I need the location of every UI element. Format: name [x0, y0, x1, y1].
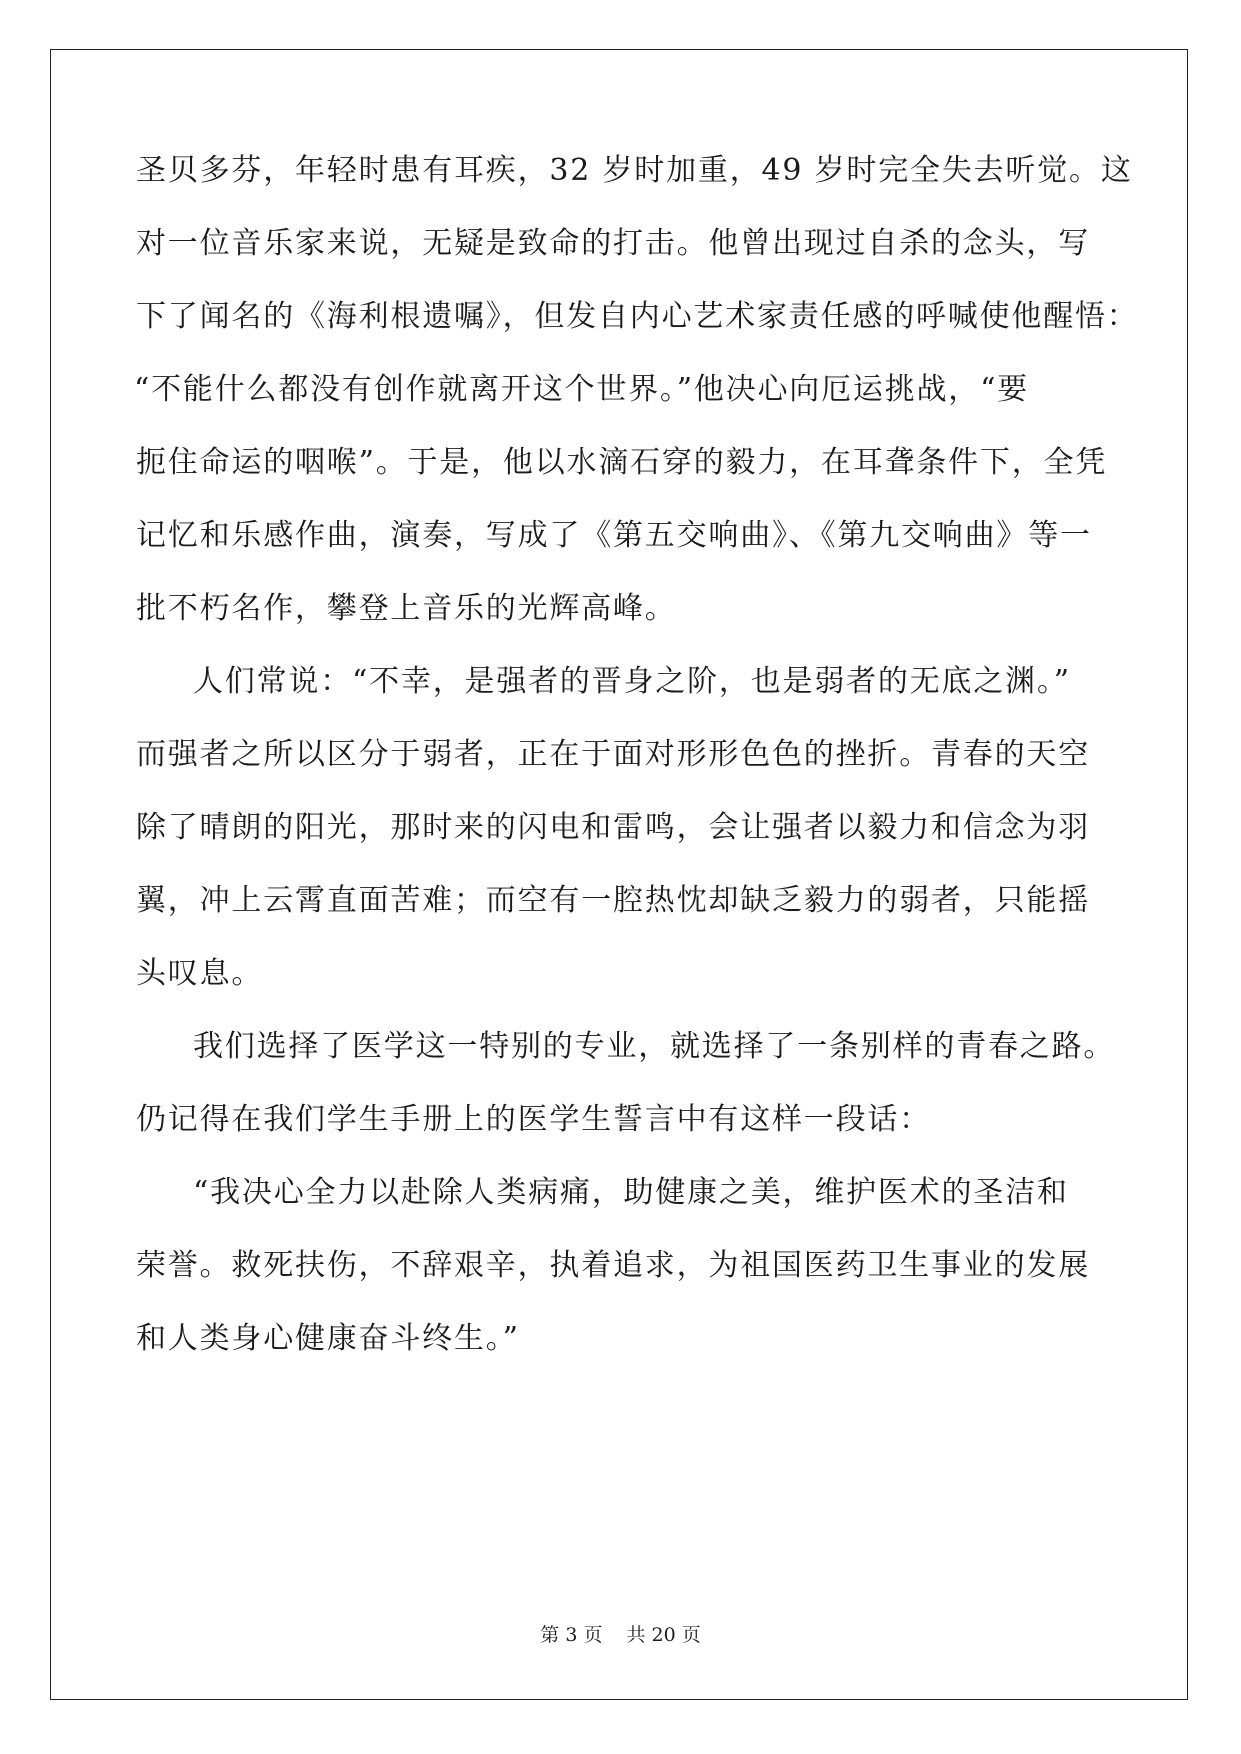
text-line: 翼，冲上云霄直面苦难；而空有一腔热忱却缺乏毅力的弱者，只能摇	[136, 883, 1090, 918]
page-number: 第 3 页	[540, 1624, 603, 1646]
text-line: 记忆和乐感作曲，演奏，写成了《第五交响曲》、《第九交响曲》等一	[136, 518, 1092, 553]
text-line: 对一位音乐家来说，无疑是致命的打击。他曾出现过自杀的念头，写	[136, 226, 1090, 261]
text-line: “不能什么都没有创作就离开这个世界。”他决心向厄运挑战，“要	[134, 372, 1030, 407]
page-total: 共 20 页	[626, 1624, 701, 1646]
text-line: 头叹息。	[136, 956, 264, 991]
text-line: 下了闻名的《海利根遗嘱》，但发自内心艺术家责任感的呼喊使他醒悟：	[136, 299, 1139, 334]
text-line: 我们选择了医学这一特别的专业，就选择了一条别样的青春之路。	[193, 1029, 1116, 1064]
text-line: 人们常说：“不幸，是强者的晋身之阶，也是弱者的无底之渊。”	[193, 664, 1071, 699]
page-footer	[0, 1623, 1241, 1647]
text-line: “我决心全力以赴除人类病痛，助健康之美，维护医术的圣洁和	[193, 1175, 1069, 1210]
text-line: 扼住命运的咽喉”。于是，他以水滴石穿的毅力，在耳聋条件下，全凭	[136, 445, 1108, 480]
text-line: 和人类身心健康奋斗终生。”	[136, 1321, 520, 1356]
text-line: 批不朽名作，攀登上音乐的光辉高峰。	[136, 591, 677, 626]
text-line: 荣誉。救死扶伤，不辞艰辛，执着追求，为祖国医药卫生事业的发展	[136, 1248, 1090, 1283]
text-line: 而强者之所以区分于弱者，正在于面对形形色色的挫折。青春的天空	[136, 737, 1090, 772]
text-line: 除了晴朗的阳光，那时来的闪电和雷鸣，会让强者以毅力和信念为羽	[136, 810, 1090, 845]
text-line: 仍记得在我们学生手册上的医学生誓言中有这样一段话：	[136, 1102, 931, 1137]
text-line: 圣贝多芬，年轻时患有耳疾，32 岁时加重，49 岁时完全失去听觉。这	[136, 153, 1133, 188]
